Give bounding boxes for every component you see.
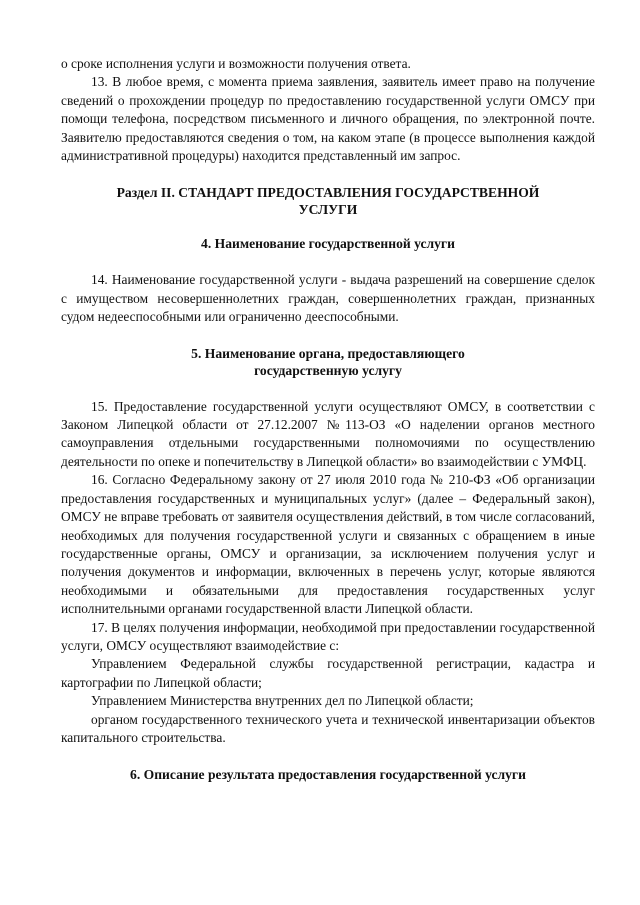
section-5-title-line-2: государственную услугу (254, 362, 402, 378)
paragraph-13: 13. В любое время, с момента приема заявления, заявитель имеет право на получение сведений о прохождении процедур по предоставлению государственной услуги ОМСУ при помощи телефона, посредством письменного и личного обращения, по электронной почте. Заявителю предоставляются сведения о том, на каком этапе (в процессе выполнения каждой административной процедуры) находится представленный им запрос. (61, 74, 595, 164)
document-page (61, 55, 595, 783)
section-4-title: 4. Наименование государственной услуги (201, 236, 455, 252)
list-item-bti: органом государственного технического учета и технической инвентаризации объектов капитального строительства. (61, 711, 595, 745)
section-2-title (61, 184, 595, 218)
list-item-rosreestr: Управлением Федеральной службы государственной регистрации, кадастра и картографии по Липецкой области; (61, 656, 595, 690)
paragraph-continuation: о сроке исполнения услуги и возможности получения ответа. (61, 56, 411, 71)
section-6-title: 6. Описание результата предоставления государственной услуги (130, 767, 526, 783)
section-2-title-line-2: УСЛУГИ (298, 202, 358, 218)
paragraph-17: 17. В целях получения информации, необходимой при предоставлении государственной услуги, ОМСУ осуществляют взаимодействие с: (61, 619, 595, 653)
paragraph-15: 15. Предоставление государственной услуги осуществляют ОМСУ, в соответствии с Законом Липецкой области от 27.12.2007 №113-ОЗ «О наделении органов местного самоуправления отдельными государственными полномочиями по осуществлению деятельности по опеке и попечительству в Липецкой области» во взаимодействии с УМФЦ. (61, 398, 595, 469)
section-5-title-line-1: 5. Наименование органа, предоставляющего (191, 345, 465, 361)
section-2-title-line-1: Раздел II. СТАНДАРТ ПРЕДОСТАВЛЕНИЯ ГОСУДАРСТВЕННОЙ (116, 185, 540, 201)
section-5-title (61, 345, 595, 379)
paragraph-14: 14. Наименование государственной услуги - выдача разрешений на совершение сделок с имуществом несовершеннолетних граждан, совершеннолетних граждан, признанных судом недееспособными или ограниченно дееспособными. (61, 272, 595, 325)
paragraph-16: 16. Согласно Федеральному закону от 27 июля 2010 года № 210-ФЗ «Об организации предоставления государственных и муниципальных услуг» (далее – Федеральный закон), ОМСУ не вправе требовать от заявителя осуществления действий, в том числе согласований, необходимых для получения государственной услуги и связанных с обращением в иные государственные органы, ОМСУ и организации, за исключением получения услуг и получения документов и информации, включенных в перечень услуг, которые являются необходимыми и обязательными для предоставления государственных услуг исполнительными органами государственной власти Липецкой области. (61, 472, 595, 617)
list-item-mvd: Управлением Министерства внутренних дел по Липецкой области; (91, 693, 474, 709)
